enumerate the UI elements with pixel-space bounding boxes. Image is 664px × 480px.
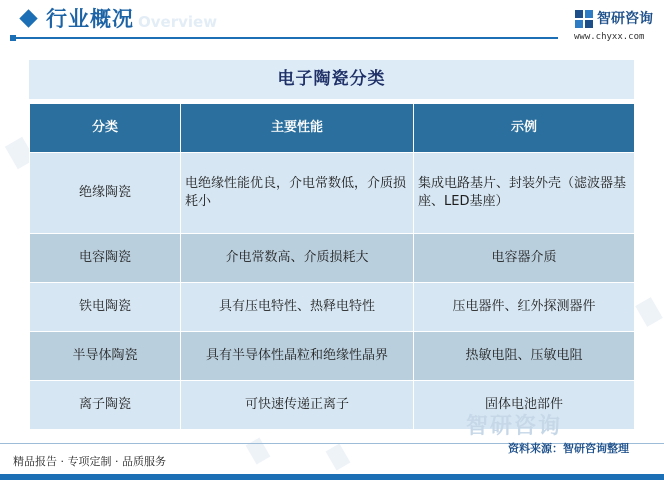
- diamond-icon: [19, 9, 37, 27]
- brand-logo-icon: [574, 9, 594, 29]
- cell-example: 固体电池部件: [414, 381, 635, 430]
- table-row: [30, 234, 635, 283]
- brand: [574, 8, 660, 44]
- cell-performance: 介电常数高、介质损耗大: [181, 234, 414, 283]
- classification-table-container: [29, 60, 634, 423]
- cell-performance: 具有半导体性晶粒和绝缘性晶界: [181, 332, 414, 381]
- cell-category: 离子陶瓷: [30, 381, 181, 430]
- header-divider: [10, 37, 558, 39]
- cell-example: 压电器件、红外探测器件: [414, 283, 635, 332]
- table-row: [30, 153, 635, 234]
- cell-category: 半导体陶瓷: [30, 332, 181, 381]
- data-source: 资料来源：智研咨询整理: [508, 442, 629, 455]
- footer-watermark: 智研咨询: [466, 414, 563, 439]
- cell-category: 电容陶瓷: [30, 234, 181, 283]
- cell-performance: 可快速传递正离子: [181, 381, 414, 430]
- cell-category: 绝缘陶瓷: [30, 153, 181, 234]
- table-header-row: [30, 104, 635, 153]
- brand-name: 智研咨询: [597, 11, 653, 27]
- column-header-performance: 主要性能: [181, 104, 414, 153]
- column-header-category: 分类: [30, 104, 181, 153]
- cell-example: 电容器介质: [414, 234, 635, 283]
- brand-url: www.chyxx.com: [574, 32, 645, 42]
- header-divider-dot: [10, 35, 16, 41]
- classification-table: [29, 103, 635, 430]
- column-header-example: 示例: [414, 104, 635, 153]
- header: [0, 0, 664, 44]
- footer-bar: [0, 474, 664, 480]
- table-row: [30, 332, 635, 381]
- table-title: 电子陶瓷分类: [29, 60, 634, 99]
- cell-category: 铁电陶瓷: [30, 283, 181, 332]
- header-watermark: Overview: [138, 13, 218, 31]
- cell-example: 热敏电阻、压敏电阻: [414, 332, 635, 381]
- cell-performance: 具有压电特性、热释电特性: [181, 283, 414, 332]
- footer-slogan: 精品报告 · 专项定制 · 品质服务: [13, 455, 166, 468]
- table-row: [30, 283, 635, 332]
- page-title: 行业概况: [46, 7, 134, 31]
- cell-example: 集成电路基片、封装外壳（滤波器基座、LED基座）: [414, 153, 635, 234]
- cell-performance: 电绝缘性能优良，介电常数低，介质损耗小: [181, 153, 414, 234]
